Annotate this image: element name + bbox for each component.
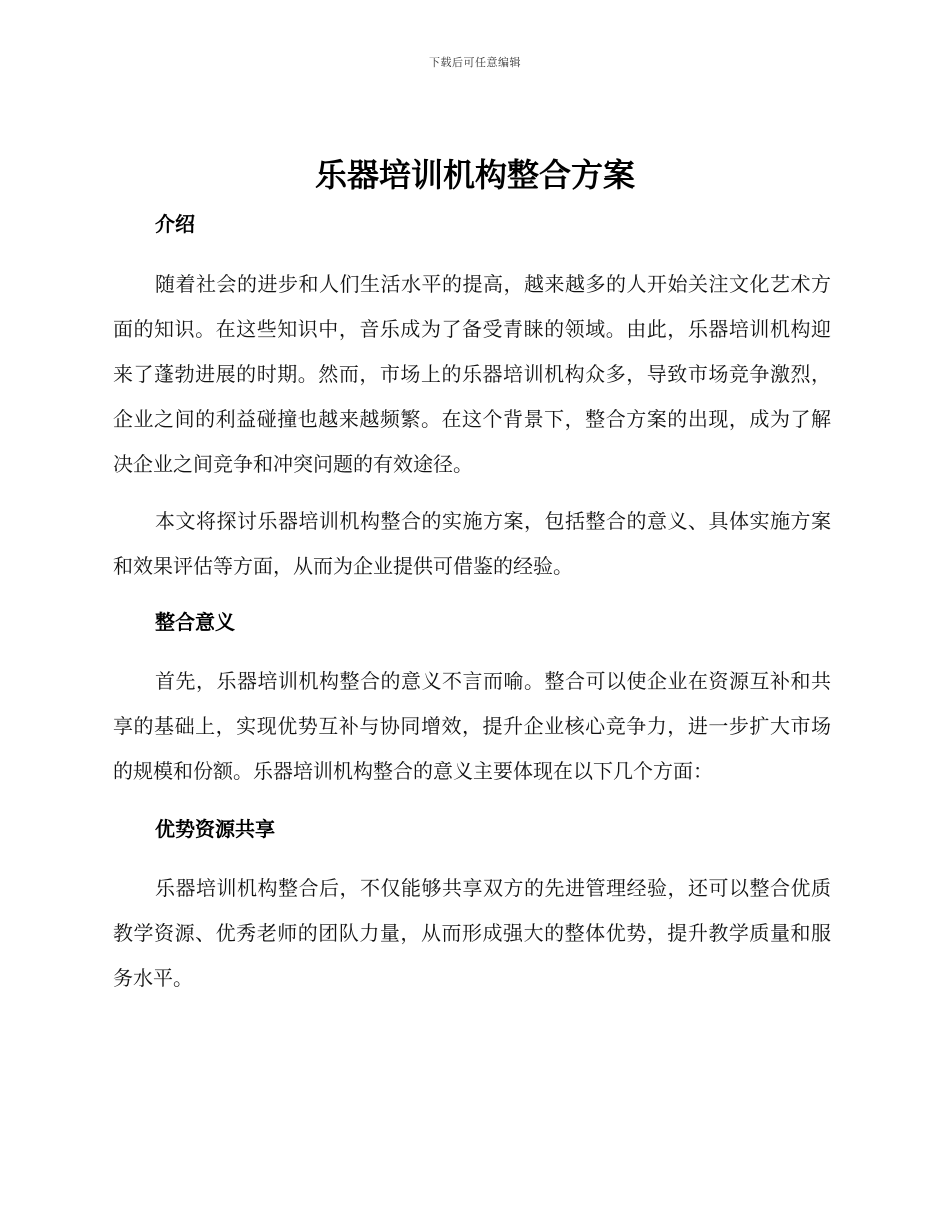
paragraph-meaning-1: 首先，乐器培训机构整合的意义不言而喻。整合可以使企业在资源互补和共享的基础上，实现优势互补与协同增效，提升企业核心竞争力，进一步扩大市场的规模和份额。乐器培训机构整合的意义主要体现在以下几个方面： [113, 669, 831, 783]
paragraph-intro-1: 随着社会的进步和人们生活水平的提高，越来越多的人开始关注文化艺术方面的知识。在这些知识中，音乐成为了备受青睐的领域。由此，乐器培训机构迎来了蓬勃进展的时期。然而，市场上的乐器培训机构众多，导致市场竞争激烈，企业之间的利益碰撞也越来越频繁。在这个背景下，整合方案的出现，成为了解决企业之间竞争和冲突问题的有效途径。 [113, 272, 831, 476]
paragraph-resource-sharing-1: 乐器培训机构整合后，不仅能够共享双方的先进管理经验，还可以整合优质教学资源、优秀老师的团队力量，从而形成强大的整体优势，提升教学质量和服务水平。 [113, 876, 831, 990]
document-body [113, 205, 831, 1001]
header-note: 下载后可任意编辑 [429, 56, 521, 69]
document-title: 乐器培训机构整合方案 [314, 156, 635, 194]
paragraph-intro-2: 本文将探讨乐器培训机构整合的实施方案，包括整合的意义、具体实施方案和效果评估等方面，从而为企业提供可借鉴的经验。 [113, 509, 831, 578]
section-heading-meaning: 整合意义 [155, 610, 235, 634]
section-heading-resource-sharing: 优势资源共享 [155, 817, 275, 841]
section-heading-intro: 介绍 [155, 212, 195, 236]
